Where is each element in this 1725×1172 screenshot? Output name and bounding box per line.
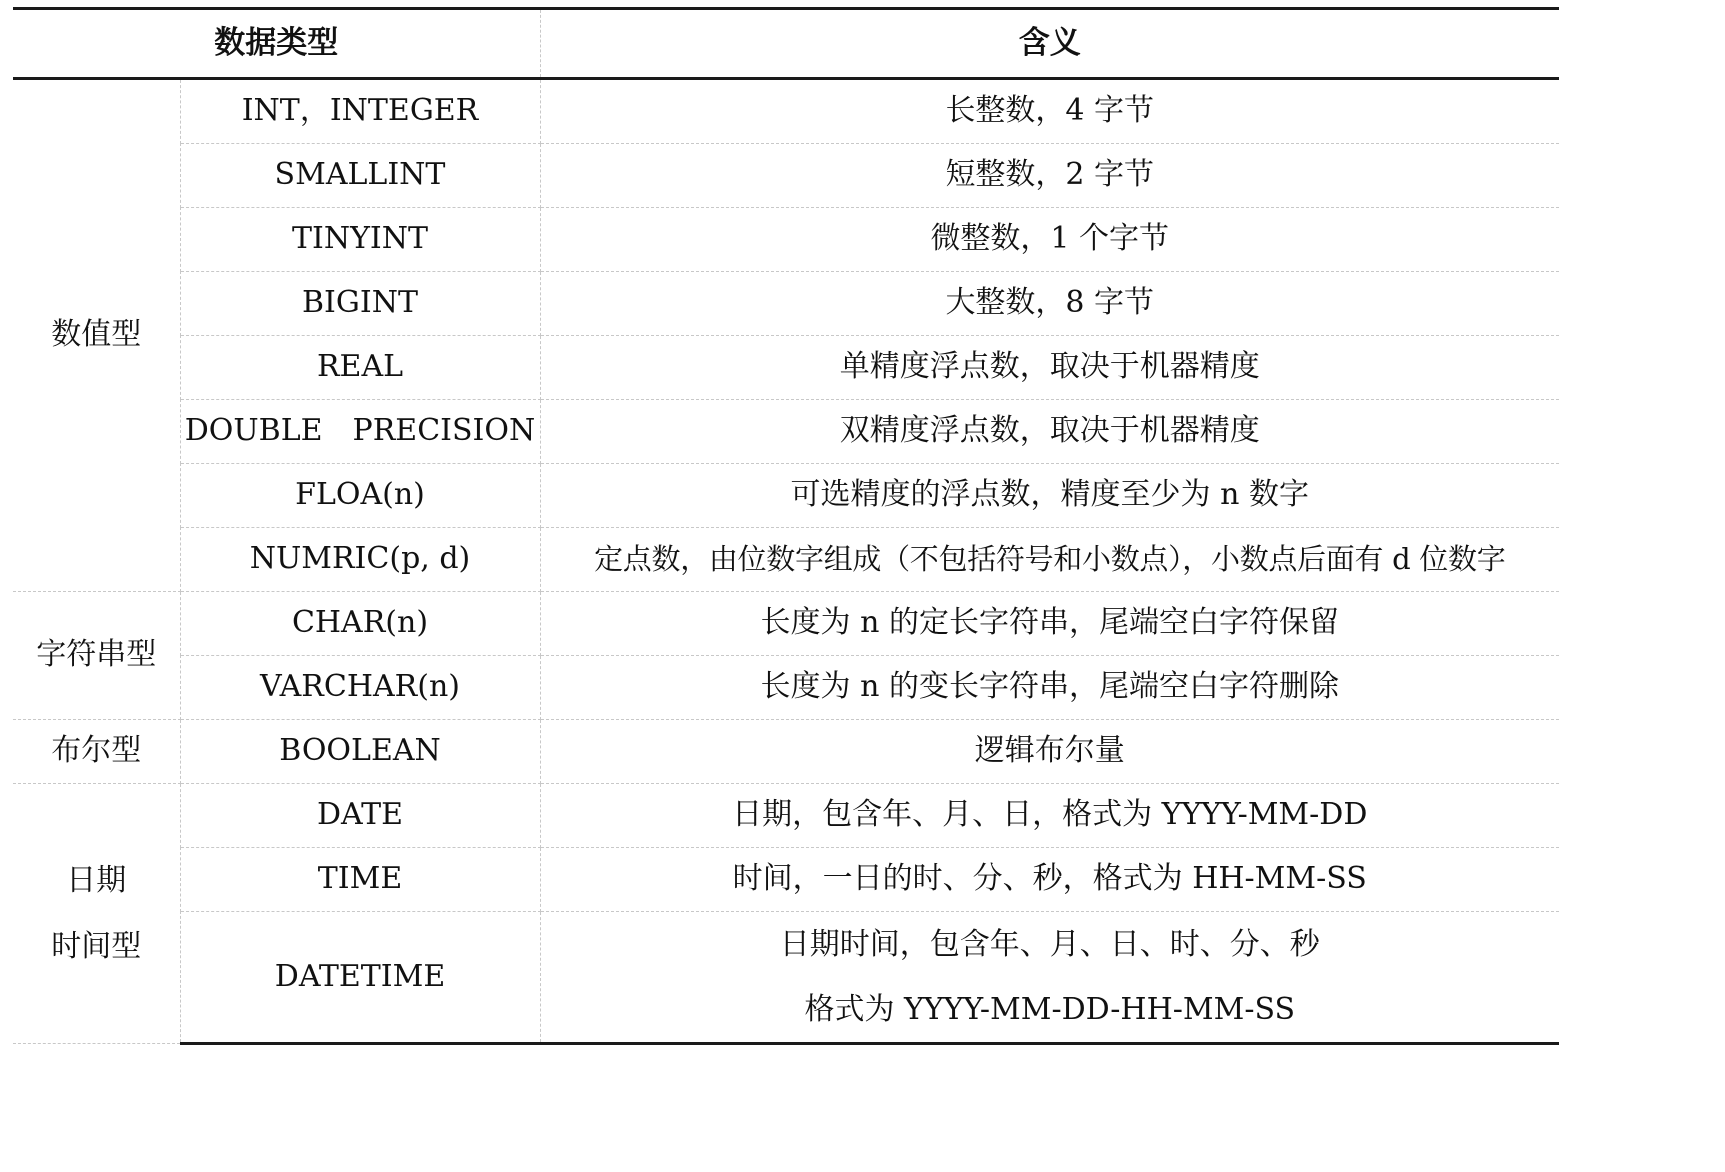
type-cell: INT，INTEGER	[180, 79, 540, 144]
meaning-cell: 日期，包含年、月、日，格式为 YYYY-MM-DD	[540, 784, 1559, 848]
header-data-type: 数据类型	[13, 9, 540, 79]
table-row	[13, 912, 1559, 1044]
type-cell: BOOLEAN	[180, 720, 540, 784]
type-cell: DATETIME	[180, 912, 540, 1044]
type-cell: FLOA(n)	[180, 464, 540, 528]
table-row	[13, 208, 1559, 272]
table-row	[13, 464, 1559, 528]
type-cell: CHAR(n)	[180, 592, 540, 656]
meaning-cell	[540, 912, 1559, 1044]
data-type-table	[13, 7, 1559, 1045]
table-row	[13, 656, 1559, 720]
meaning-cell: 短整数，2 字节	[540, 144, 1559, 208]
type-cell: BIGINT	[180, 272, 540, 336]
meaning-line-1: 日期时间，包含年、月、日、时、分、秒	[779, 927, 1320, 962]
table-row	[13, 336, 1559, 400]
category-boolean: 布尔型	[13, 720, 180, 784]
table-row	[13, 272, 1559, 336]
table-row	[13, 528, 1559, 592]
meaning-cell: 长度为 n 的定长字符串，尾端空白字符保留	[540, 592, 1559, 656]
meaning-cell: 大整数，8 字节	[540, 272, 1559, 336]
table-row	[13, 400, 1559, 464]
meaning-cell: 长整数，4 字节	[540, 79, 1559, 144]
table-row	[13, 144, 1559, 208]
table-row	[13, 592, 1559, 656]
table-header-row	[13, 9, 1559, 79]
type-cell: TINYINT	[180, 208, 540, 272]
meaning-cell: 时间，一日的时、分、秒，格式为 HH-MM-SS	[540, 848, 1559, 912]
table-row	[13, 848, 1559, 912]
meaning-cell: 逻辑布尔量	[540, 720, 1559, 784]
meaning-line-2: 格式为 YYYY-MM-DD-HH-MM-SS	[804, 992, 1296, 1027]
meaning-cell: 微整数，1 个字节	[540, 208, 1559, 272]
type-cell: SMALLINT	[180, 144, 540, 208]
table-row	[13, 720, 1559, 784]
category-datetime	[13, 784, 180, 1044]
type-cell: TIME	[180, 848, 540, 912]
header-meaning: 含义	[540, 9, 1559, 79]
meaning-cell: 长度为 n 的变长字符串，尾端空白字符删除	[540, 656, 1559, 720]
type-cell: REAL	[180, 336, 540, 400]
meaning-cell: 可选精度的浮点数，精度至少为 n 数字	[540, 464, 1559, 528]
type-cell: DOUBLE PRECISION	[180, 400, 540, 464]
type-cell: VARCHAR(n)	[180, 656, 540, 720]
category-datetime-line2: 时间型	[51, 928, 142, 964]
type-cell: DATE	[180, 784, 540, 848]
meaning-cell: 定点数，由位数字组成（不包括符号和小数点），小数点后面有 d 位数字	[540, 528, 1559, 592]
type-cell: NUMRIC(p, d)	[180, 528, 540, 592]
category-string: 字符串型	[13, 592, 180, 720]
table-row	[13, 784, 1559, 848]
category-datetime-line1: 日期	[66, 862, 127, 898]
meaning-cell: 单精度浮点数，取决于机器精度	[540, 336, 1559, 400]
table-row	[13, 79, 1559, 144]
category-numeric: 数值型	[13, 79, 180, 592]
meaning-cell: 双精度浮点数，取决于机器精度	[540, 400, 1559, 464]
